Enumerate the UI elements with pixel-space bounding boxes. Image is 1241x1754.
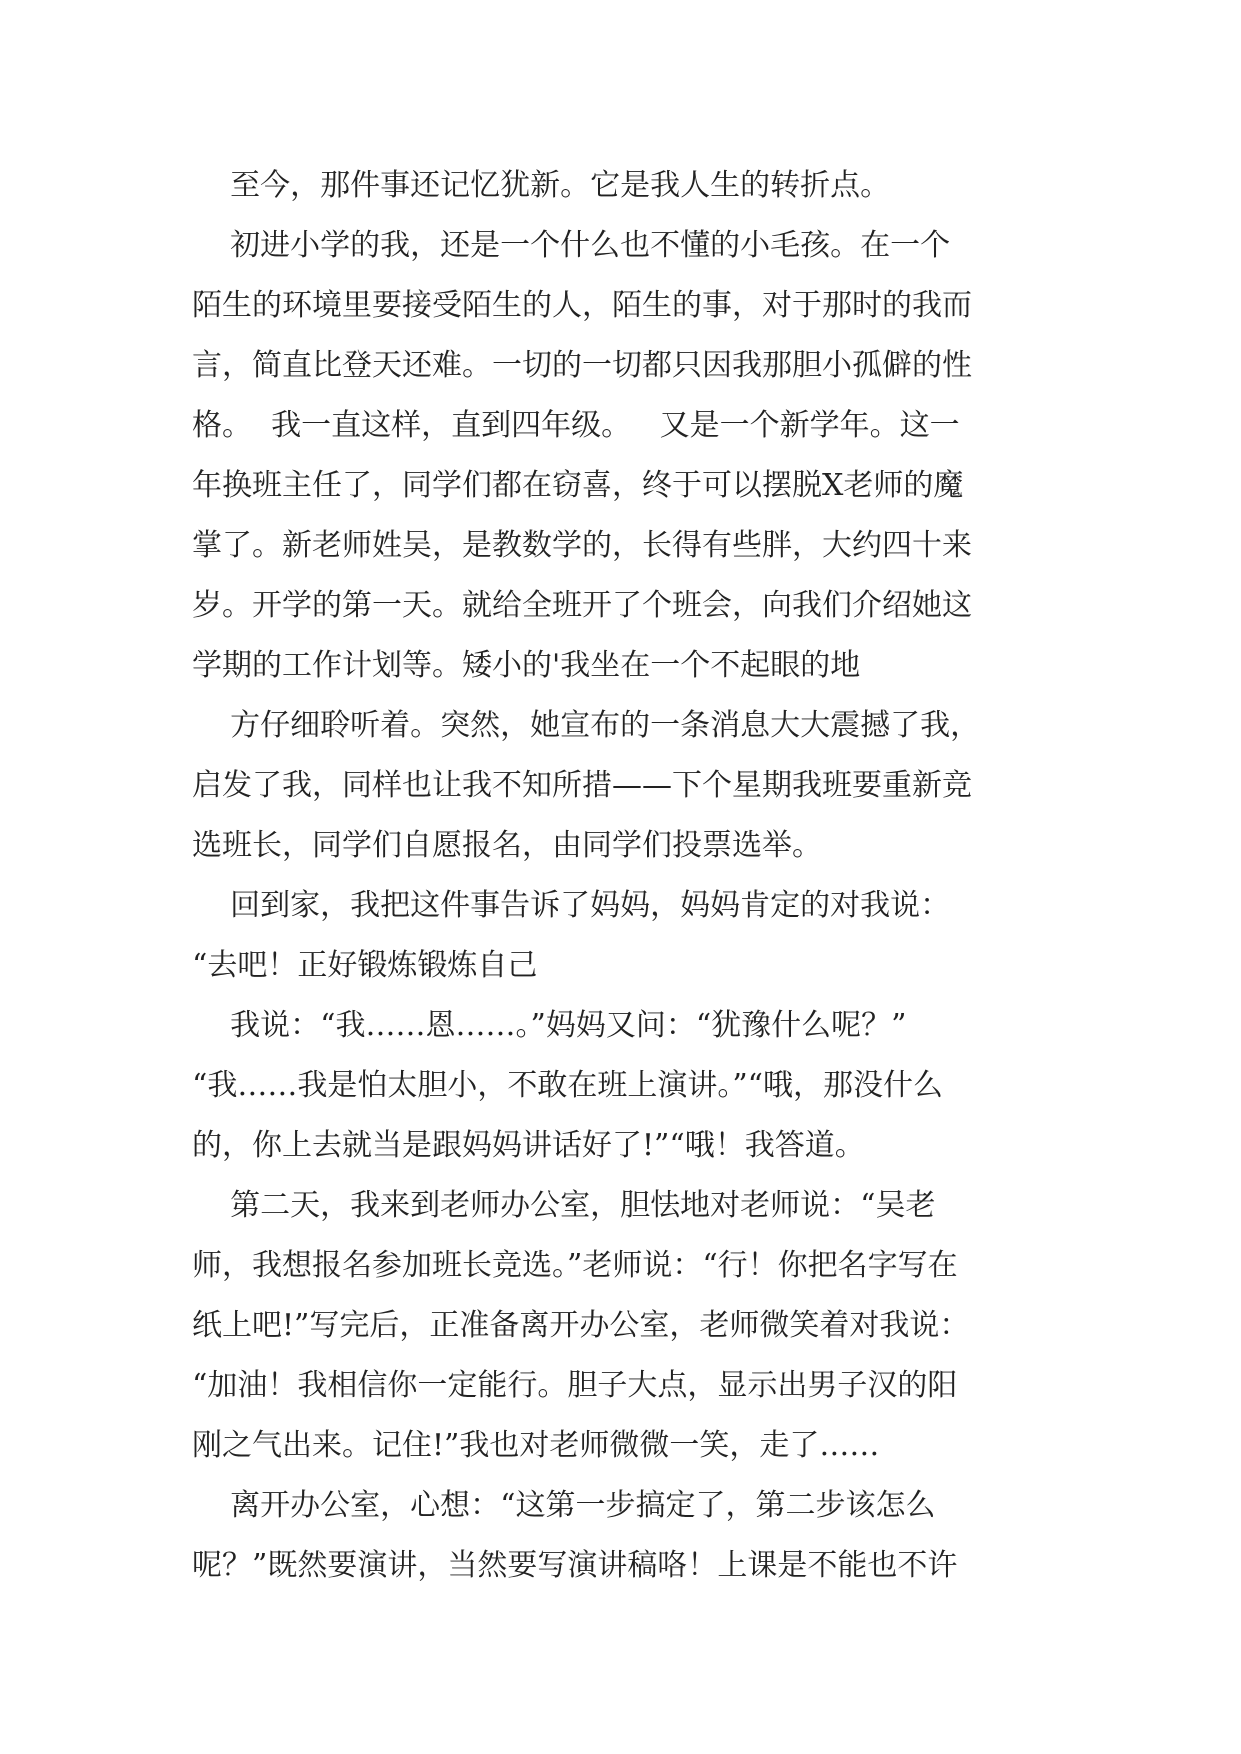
text-line: 的，你上去就当是跟妈妈讲话好了!”“哦！我答道。 <box>192 1128 865 1163</box>
text-line: 格。 我一直这样，直到四年级。 又是一个新学年。这一 <box>192 408 960 443</box>
text-line: “去吧！正好锻炼锻炼自己 <box>192 948 538 983</box>
text-line: 师，我想报名参加班长竞选。”老师说：“行！你把名字写在 <box>192 1248 958 1283</box>
text-line: 启发了我，同样也让我不知所措——下个星期我班要重新竞 <box>192 768 972 803</box>
document-body <box>192 156 1072 1596</box>
text-line: 学期的工作计划等。矮小的'我坐在一个不起眼的地 <box>192 648 861 683</box>
text-line: 至今，那件事还记忆犹新。它是我人生的转折点。 <box>192 168 891 203</box>
text-line: 岁。开学的第一天。就给全班开了个班会，向我们介绍她这 <box>192 588 972 623</box>
text-line: 言，简直比登天还难。一切的一切都只因我那胆小孤僻的性 <box>192 348 972 383</box>
text-line: 离开办公室，心想：“这第一步搞定了，第二步该怎么 <box>192 1488 936 1523</box>
text-line: 回到家，我把这件事告诉了妈妈，妈妈肯定的对我说： <box>192 888 951 923</box>
text-line: 方仔细聆听着。突然，她宣布的一条消息大大震撼了我， <box>192 708 981 743</box>
text-line: 初进小学的我，还是一个什么也不懂的小毛孩。在一个 <box>192 228 951 263</box>
text-line: 纸上吧!”写完后，正准备离开办公室，老师微笑着对我说： <box>192 1308 970 1343</box>
text-line: 第二天，我来到老师办公室，胆怯地对老师说：“吴老 <box>192 1188 936 1223</box>
text-line: “我……我是怕太胆小，不敢在班上演讲。”“哦，那没什么 <box>192 1068 944 1103</box>
text-line: 陌生的环境里要接受陌生的人，陌生的事，对于那时的我而 <box>192 288 972 323</box>
text-line: 我说：“我……恩……。”妈妈又问：“犹豫什么呢？” <box>192 1008 907 1043</box>
text-line: 掌了。新老师姓吴，是教数学的，长得有些胖，大约四十来 <box>192 528 972 563</box>
text-line: “加油！我相信你一定能行。胆子大点，显示出男子汉的阳 <box>192 1368 958 1403</box>
text-line: 选班长，同学们自愿报名，由同学们投票选举。 <box>192 828 822 863</box>
text-line: 呢？”既然要演讲，当然要写演讲稿咯！上课是不能也不许 <box>192 1548 958 1583</box>
text-line: 刚之气出来。记住!”我也对老师微微一笑，走了…… <box>192 1428 880 1463</box>
text-line: 年换班主任了，同学们都在窃喜，终于可以摆脱X老师的魔 <box>192 468 964 503</box>
